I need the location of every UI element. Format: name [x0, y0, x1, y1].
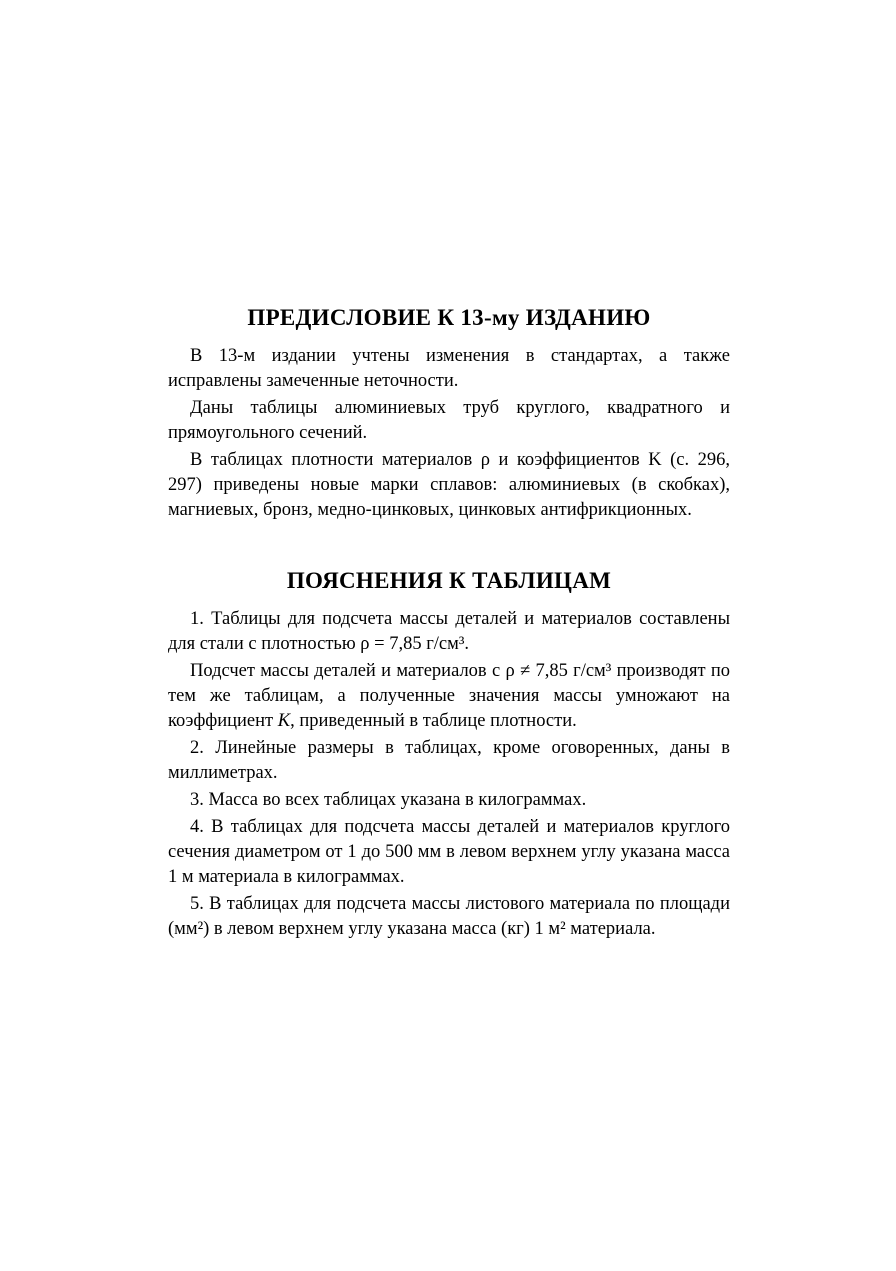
preface-paragraph-3: В таблицах плотности материалов ρ и коэффициентов K (с. 296, 297) приведены новые марки сплавов: алюминиевых (в скобках), магниевых, бронз, медно-цинковых, цинковых антифрикционных. [168, 450, 730, 520]
notes-paragraph-1: 1. Таблицы для подсчета массы деталей и материалов составлены для стали с плотностью ρ = 7,85 г/см³. [168, 609, 730, 654]
preface-paragraph-1: В 13-м издании учтены изменения в стандартах, а также исправлены замеченные неточности. [168, 346, 730, 391]
preface-title: ПРЕДИСЛОВИЕ К 13-му ИЗДАНИЮ [247, 305, 651, 330]
coefficient-symbol: K [277, 711, 291, 731]
preface-paragraph-2: Даны таблицы алюминиевых труб круглого, квадратного и прямоугольного сечений. [168, 398, 730, 443]
notes-paragraph-6: 5. В таблицах для подсчета массы листового материала по площади (мм²) в левом верхнем углу указана масса (кг) 1 м² материала. [168, 894, 730, 939]
notes-paragraph-4: 3. Масса во всех таблицах указана в килограммах. [190, 790, 587, 810]
notes-paragraph-2-start: Подсчет массы деталей и материалов с ρ ≠ 7,85 г/см³ производят по тем же таблицам, а полученные значения массы умножают на коэффициент [168, 661, 730, 731]
notes-title: ПОЯСНЕНИЯ К ТАБЛИЦАМ [286, 568, 612, 593]
notes-paragraph-2-end: , приведенный в таблице плотности. [290, 711, 577, 731]
notes-paragraph-3: 2. Линейные размеры в таблицах, кроме оговоренных, даны в миллиметрах. [168, 738, 730, 783]
notes-paragraph-5: 4. В таблицах для подсчета массы деталей и материалов круглого сечения диаметром от 1 до 500 мм в левом верхнем углу указана масса 1 м материала в килограммах. [168, 817, 730, 887]
notes-paragraph-2 [168, 659, 730, 734]
page-content [168, 300, 730, 942]
